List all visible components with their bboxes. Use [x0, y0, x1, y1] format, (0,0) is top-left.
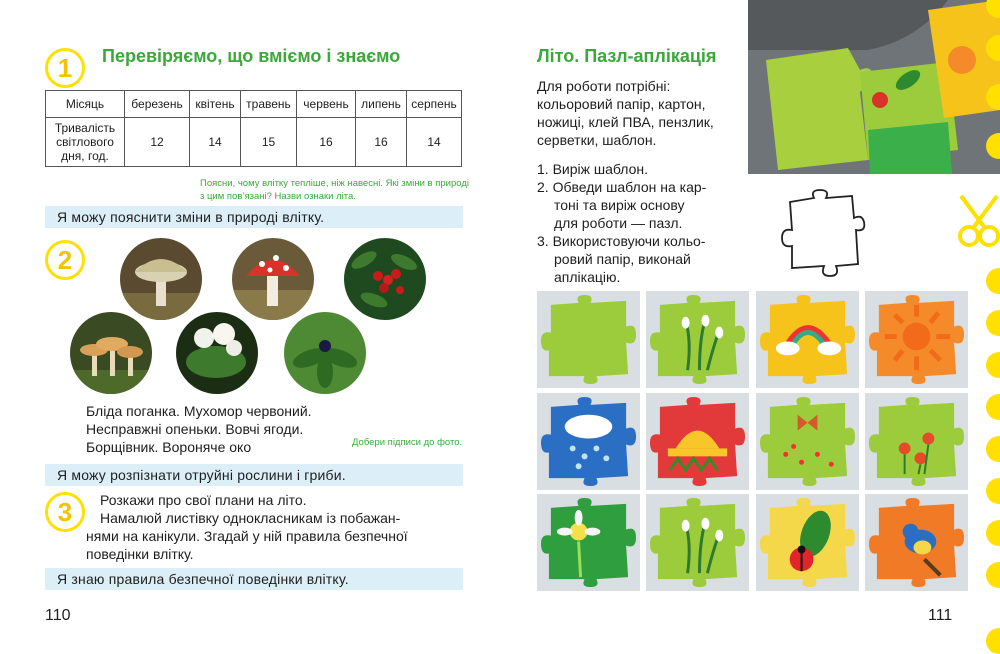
photo-wolfberries: [344, 238, 426, 320]
photo-false-honey-fungus: [70, 312, 152, 394]
section-1-title: Перевіряємо, що вміємо і знаємо: [102, 46, 401, 66]
task-note-1: [200, 177, 469, 203]
puzzle-tile-sunset: [646, 393, 749, 490]
puzzle-tile-rain: [537, 393, 640, 490]
section-3-text: [86, 491, 458, 563]
puzzle-tile-butterfly: [756, 393, 859, 490]
text-line: кольоровий папір, картон,: [537, 96, 706, 112]
photo-fly-agaric: [232, 238, 314, 320]
step-line: 3. Використовуючи кольо-: [537, 233, 706, 249]
binding-dot: [986, 310, 1000, 336]
step-line: для роботи — пазл.: [554, 215, 683, 231]
text-line: Розкажи про свої плани на літо.: [100, 492, 307, 508]
steps-list: [537, 160, 706, 286]
puzzle-tile-rainbow: [756, 291, 859, 388]
materials-text: [537, 77, 714, 149]
section-number-3: 3: [45, 492, 85, 532]
puzzle-tile-bird: [865, 494, 968, 591]
binding-dot: [986, 436, 1000, 462]
table-header-cell: березень: [125, 91, 190, 118]
puzzle-tile-flowers: [865, 393, 968, 490]
skill-bar-2: Я можу розпізнати отруйні рослини і гриби.: [45, 464, 463, 486]
table-header-month: Місяць: [46, 91, 125, 118]
section-number-1: 1: [45, 48, 85, 88]
binding-dot: [986, 394, 1000, 420]
page-number-right: 111: [928, 607, 953, 624]
table-header-cell: червень: [297, 91, 356, 118]
text-line: нями на канікули. Згадай у ній правила безпечної: [86, 528, 408, 544]
step-line: 2. Обведи шаблон на кар-: [537, 179, 707, 195]
row-label-line: Тривалість: [54, 121, 116, 135]
text-line: ножиці, клей ПВА, пензлик,: [537, 114, 714, 130]
binding-dot: [986, 268, 1000, 294]
table-value-cell: 16: [297, 118, 356, 167]
step-line: тоні та виріж основу: [554, 197, 685, 213]
text-line: Для роботи потрібні:: [537, 78, 671, 94]
binding-dot: [986, 628, 1000, 654]
photo-death-cap: [120, 238, 202, 320]
section-number-2: 2: [45, 240, 85, 280]
photo-herb-paris: [284, 312, 366, 394]
step-line: ровий папір, виконай: [554, 251, 691, 267]
binding-dot: [986, 520, 1000, 546]
task-note-2: Добери підписи до фото.: [352, 437, 463, 448]
text-line: Намалюй листівку однокласникам із побажан-: [100, 510, 401, 526]
skill-bar-3: Я знаю правила безпечної поведінки влітку.: [45, 568, 463, 590]
note-line: Поясни, чому влітку тепліше, ніж навесні. Які зміни в природі: [200, 178, 469, 189]
table-value-cell: 15: [241, 118, 297, 167]
puzzle-template-outline: [776, 188, 878, 278]
skill-bar-1: Я можу пояснити зміни в природі влітку.: [45, 206, 463, 228]
table-row-label: [46, 118, 125, 167]
daylight-table: [45, 90, 462, 167]
puzzle-tile-plain: [537, 291, 640, 388]
text-line: серветки, шаблон.: [537, 132, 657, 148]
table-header-cell: серпень: [407, 91, 462, 118]
puzzle-tile-snowdrops: [646, 494, 749, 591]
table-value-cell: 14: [407, 118, 462, 167]
table-value-cell: 16: [356, 118, 407, 167]
table-value-cell: 12: [125, 118, 190, 167]
table-value-cell: 14: [190, 118, 241, 167]
row-label-line: дня, год.: [61, 149, 109, 163]
puzzle-tile-flower: [537, 494, 640, 591]
photo-captions: [86, 402, 312, 456]
table-header-cell: липень: [356, 91, 407, 118]
table-header-cell: травень: [241, 91, 297, 118]
puzzle-tile-snowdrops: [646, 291, 749, 388]
caption-line: Несправжні опеньки. Вовчі ягоди.: [86, 421, 304, 437]
binding-dot: [986, 478, 1000, 504]
binding-dot: [986, 352, 1000, 378]
right-page-title: Літо. Пазл-аплікація: [537, 46, 717, 66]
puzzle-tile-ladybug: [756, 494, 859, 591]
step-line: аплікацію.: [554, 269, 621, 285]
text-line: поведінки влітку.: [86, 546, 194, 562]
caption-line: Борщівник. Вороняче око: [86, 439, 252, 455]
photo-hogweed: [176, 312, 258, 394]
binding-dot: [986, 562, 1000, 588]
table-header-cell: квітень: [190, 91, 241, 118]
row-label-line: світлового: [56, 135, 114, 149]
page-number-left: 110: [45, 607, 71, 624]
note-line: з цим пов’язані? Назви ознаки літа.: [200, 191, 356, 202]
photo-puzzle-assembly: [748, 0, 1000, 174]
scissors-icon: [955, 192, 1000, 252]
caption-line: Бліда поганка. Мухомор червоний.: [86, 403, 312, 419]
step-line: 1. Виріж шаблон.: [537, 161, 649, 177]
puzzle-tile-sun: [865, 291, 968, 388]
